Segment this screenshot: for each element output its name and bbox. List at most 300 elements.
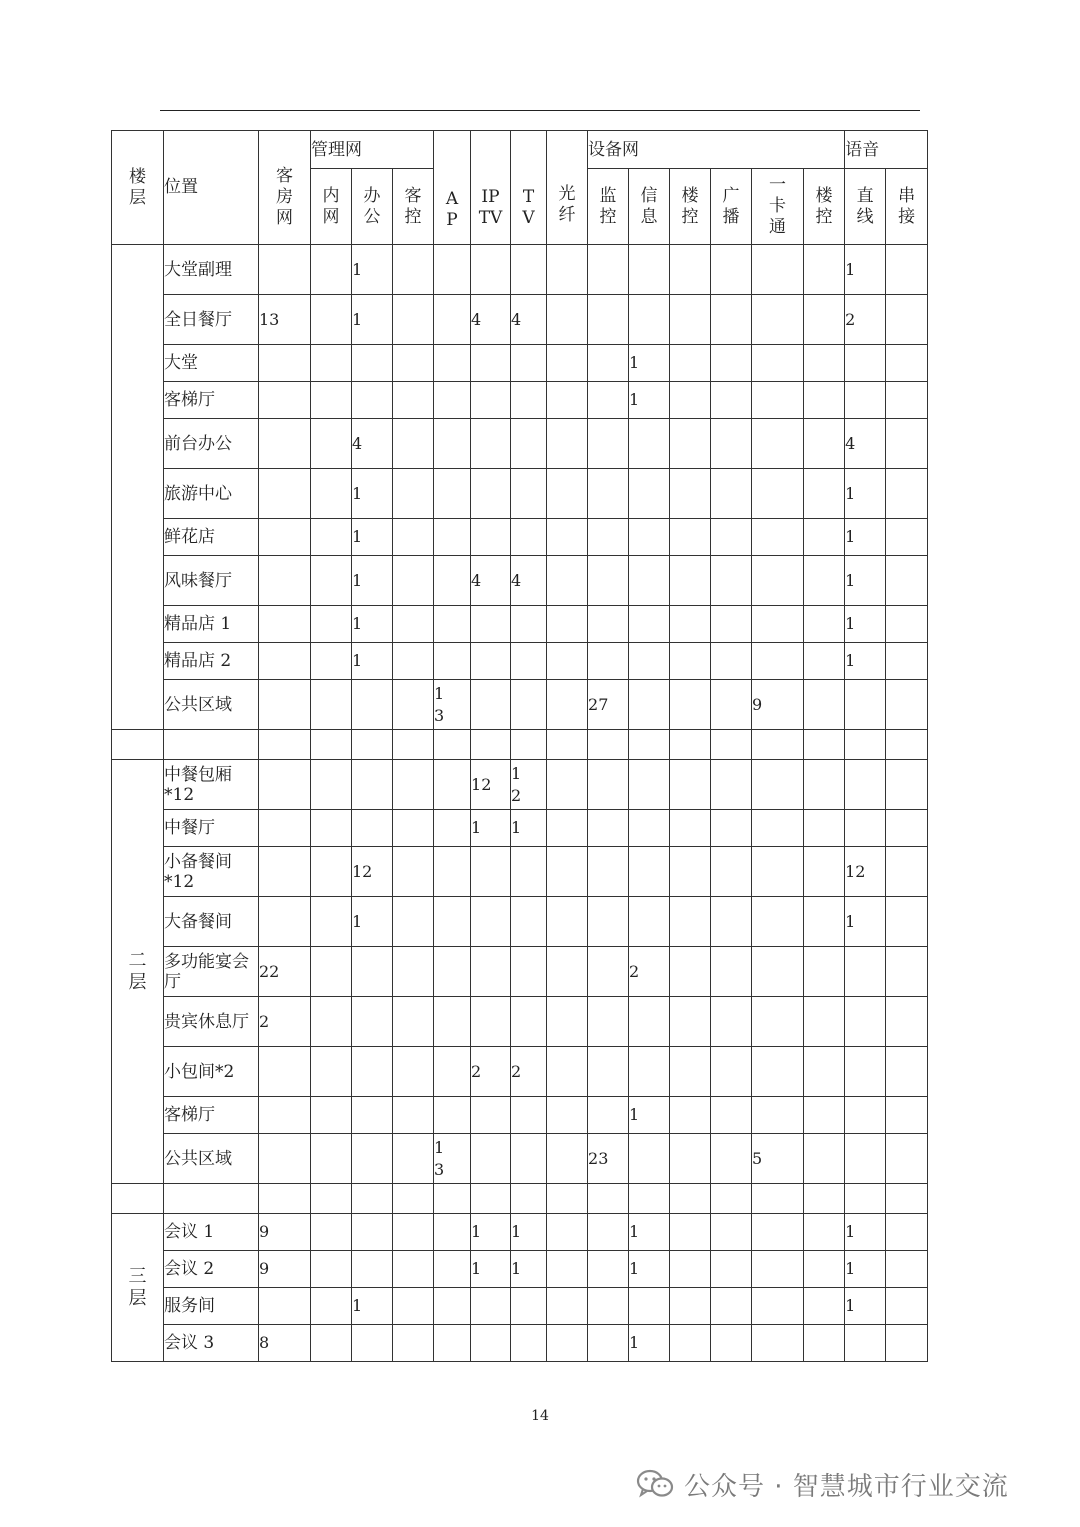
value-cell (259, 1097, 311, 1134)
value-cell: 4 (511, 556, 547, 606)
value-cell: 1 (629, 1214, 670, 1251)
spacer-cell (511, 730, 547, 760)
value-cell (393, 947, 434, 997)
value-cell (547, 419, 588, 469)
value-cell: 1 (352, 606, 393, 643)
spacer-cell (393, 730, 434, 760)
header-dev-bldg-ctrl: 楼控 (670, 169, 711, 245)
value-cell (804, 680, 845, 730)
value-cell (311, 1047, 352, 1097)
value-cell (711, 1214, 752, 1251)
value-cell (588, 1251, 629, 1288)
value-cell (804, 606, 845, 643)
value-cell (434, 643, 471, 680)
spacer-cell (711, 730, 752, 760)
value-cell (886, 997, 928, 1047)
spacer-cell (547, 730, 588, 760)
value-cell: 4 (471, 295, 511, 345)
value-cell (393, 556, 434, 606)
value-cell: 1 (352, 897, 393, 947)
header-voice-direct: 直线 (845, 169, 886, 245)
value-cell (311, 295, 352, 345)
value-cell: 1 (511, 810, 547, 847)
value-cell (352, 997, 393, 1047)
value-cell (804, 419, 845, 469)
value-cell: 9 (259, 1214, 311, 1251)
value-cell (547, 897, 588, 947)
value-cell (670, 760, 711, 810)
value-cell (886, 295, 928, 345)
value-cell (752, 606, 804, 643)
value-cell (804, 295, 845, 345)
location-cell: 大备餐间 (164, 897, 259, 947)
value-cell (511, 680, 547, 730)
header-ap: AP (434, 131, 471, 245)
value-cell (752, 419, 804, 469)
value-cell (547, 606, 588, 643)
value-cell (886, 1097, 928, 1134)
location-cell: 公共区域 (164, 680, 259, 730)
spacer-cell (588, 730, 629, 760)
value-cell (511, 947, 547, 997)
value-cell (588, 606, 629, 643)
value-cell (886, 1251, 928, 1288)
spacer-cell (164, 730, 259, 760)
value-cell: 1 (511, 1251, 547, 1288)
value-cell (711, 997, 752, 1047)
value-cell (547, 295, 588, 345)
header-mgmt-guest-ctrl: 客控 (393, 169, 434, 245)
spacer-cell (845, 1184, 886, 1214)
table-row (112, 810, 928, 847)
value-cell: 1 (845, 1288, 886, 1325)
value-cell (711, 1288, 752, 1325)
spacer-cell (670, 1184, 711, 1214)
value-cell (511, 997, 547, 1047)
network-points-table (111, 130, 928, 1362)
value-cell (259, 1047, 311, 1097)
header-rule (160, 110, 920, 111)
value-cell (471, 245, 511, 295)
spacer-cell (511, 1184, 547, 1214)
value-cell (393, 1134, 434, 1184)
value-cell (588, 519, 629, 556)
value-cell (588, 1047, 629, 1097)
table-row (112, 295, 928, 345)
value-cell (629, 1288, 670, 1325)
value-cell (471, 1288, 511, 1325)
value-cell (711, 897, 752, 947)
page-number: 14 (531, 1408, 549, 1424)
value-cell (588, 997, 629, 1047)
floor-label (112, 245, 164, 730)
value-cell (393, 519, 434, 556)
value-cell (471, 519, 511, 556)
location-cell: 中餐包厢*12 (164, 760, 259, 810)
value-cell (352, 1325, 393, 1362)
value-cell (471, 643, 511, 680)
table-row (112, 760, 928, 810)
value-cell (670, 519, 711, 556)
value-cell (711, 382, 752, 419)
value-cell (393, 1047, 434, 1097)
location-cell: 鲜花店 (164, 519, 259, 556)
value-cell: 4 (471, 556, 511, 606)
header-mgmt-net: 管理网 (311, 131, 434, 169)
value-cell (352, 1214, 393, 1251)
value-cell: 22 (259, 947, 311, 997)
table-row (112, 245, 928, 295)
header-device-net: 设备网 (588, 131, 845, 169)
value-cell (434, 760, 471, 810)
value-cell: 4 (511, 295, 547, 345)
value-cell (259, 897, 311, 947)
value-cell (259, 245, 311, 295)
location-cell: 风味餐厅 (164, 556, 259, 606)
value-cell (804, 245, 845, 295)
header-iptv: IPTV (471, 131, 511, 245)
location-cell: 客梯厅 (164, 382, 259, 419)
value-cell (752, 1325, 804, 1362)
value-cell (434, 519, 471, 556)
value-cell (845, 997, 886, 1047)
value-cell: 1 (845, 245, 886, 295)
value-cell (886, 556, 928, 606)
value-cell (311, 1325, 352, 1362)
value-cell (670, 1097, 711, 1134)
value-cell (804, 810, 845, 847)
value-cell (711, 1047, 752, 1097)
value-cell (352, 1097, 393, 1134)
value-cell: 2 (471, 1047, 511, 1097)
value-cell: 13 (434, 1134, 471, 1184)
value-cell: 12 (471, 760, 511, 810)
value-cell (752, 1097, 804, 1134)
value-cell (588, 382, 629, 419)
value-cell (311, 606, 352, 643)
value-cell (629, 556, 670, 606)
value-cell (752, 760, 804, 810)
header-dev-card: 一卡通 (752, 169, 804, 245)
value-cell (311, 519, 352, 556)
value-cell (434, 469, 471, 519)
value-cell (259, 643, 311, 680)
value-cell (886, 947, 928, 997)
value-cell (670, 606, 711, 643)
value-cell (752, 382, 804, 419)
value-cell: 1 (471, 1251, 511, 1288)
value-cell (471, 606, 511, 643)
location-cell: 公共区域 (164, 1134, 259, 1184)
table-row (112, 1288, 928, 1325)
value-cell (352, 760, 393, 810)
value-cell (393, 295, 434, 345)
value-cell (629, 519, 670, 556)
value-cell: 1 (845, 519, 886, 556)
table-row (112, 1251, 928, 1288)
spacer-cell (471, 1184, 511, 1214)
value-cell: 2 (629, 947, 670, 997)
spacer-cell (804, 730, 845, 760)
spacer-cell (259, 730, 311, 760)
value-cell (588, 1214, 629, 1251)
value-cell (711, 556, 752, 606)
value-cell (752, 1047, 804, 1097)
value-cell (752, 810, 804, 847)
value-cell (311, 847, 352, 897)
value-cell (711, 1325, 752, 1362)
location-cell: 大堂副理 (164, 245, 259, 295)
spacer-cell (752, 1184, 804, 1214)
location-cell: 大堂 (164, 345, 259, 382)
value-cell (547, 245, 588, 295)
value-cell (711, 345, 752, 382)
value-cell (471, 1134, 511, 1184)
value-cell (434, 947, 471, 997)
value-cell (393, 469, 434, 519)
value-cell (629, 847, 670, 897)
table-row (112, 519, 928, 556)
header-guest-net: 客房网 (259, 131, 311, 245)
location-cell: 贵宾休息厅 (164, 997, 259, 1047)
value-cell (670, 556, 711, 606)
value-cell (804, 760, 845, 810)
value-cell (311, 680, 352, 730)
value-cell (547, 847, 588, 897)
value-cell (886, 847, 928, 897)
value-cell (804, 643, 845, 680)
spacer-row (112, 730, 928, 760)
value-cell (547, 810, 588, 847)
value-cell (804, 345, 845, 382)
value-cell: 1 (629, 1097, 670, 1134)
value-cell (311, 897, 352, 947)
value-cell (711, 847, 752, 897)
location-cell: 多功能宴会厅 (164, 947, 259, 997)
spacer-cell (434, 1184, 471, 1214)
value-cell (434, 419, 471, 469)
value-cell (804, 1288, 845, 1325)
value-cell (629, 680, 670, 730)
value-cell (393, 760, 434, 810)
value-cell (886, 1134, 928, 1184)
value-cell (547, 519, 588, 556)
value-cell: 1 (845, 1214, 886, 1251)
value-cell (845, 680, 886, 730)
wechat-icon (636, 1468, 674, 1500)
value-cell (393, 1214, 434, 1251)
value-cell (629, 1134, 670, 1184)
value-cell (588, 1097, 629, 1134)
value-cell (711, 947, 752, 997)
value-cell (886, 1325, 928, 1362)
value-cell (434, 997, 471, 1047)
value-cell (845, 1047, 886, 1097)
value-cell (711, 1251, 752, 1288)
value-cell (711, 519, 752, 556)
value-cell (752, 469, 804, 519)
value-cell (434, 1097, 471, 1134)
header-mgmt-internal: 内网 (311, 169, 352, 245)
spacer-cell (547, 1184, 588, 1214)
value-cell (352, 1251, 393, 1288)
value-cell (434, 245, 471, 295)
value-cell (311, 1288, 352, 1325)
value-cell (629, 469, 670, 519)
value-cell: 12 (511, 760, 547, 810)
value-cell (752, 997, 804, 1047)
value-cell (547, 1325, 588, 1362)
value-cell (311, 810, 352, 847)
value-cell (471, 1097, 511, 1134)
watermark (636, 1464, 1056, 1504)
value-cell (752, 295, 804, 345)
value-cell (886, 897, 928, 947)
spacer-cell (471, 730, 511, 760)
header-fiber: 光纤 (547, 131, 588, 245)
value-cell (259, 760, 311, 810)
value-cell (711, 606, 752, 643)
value-cell (886, 760, 928, 810)
value-cell (629, 760, 670, 810)
value-cell (511, 1134, 547, 1184)
header-voice-extension: 串接 (886, 169, 928, 245)
value-cell (259, 419, 311, 469)
value-cell (352, 947, 393, 997)
value-cell (845, 810, 886, 847)
value-cell (804, 897, 845, 947)
value-cell (670, 1251, 711, 1288)
value-cell (547, 760, 588, 810)
value-cell (434, 810, 471, 847)
value-cell (393, 847, 434, 897)
value-cell (471, 847, 511, 897)
value-cell (588, 847, 629, 897)
value-cell: 13 (259, 295, 311, 345)
value-cell (845, 382, 886, 419)
value-cell (511, 897, 547, 947)
value-cell (471, 382, 511, 419)
value-cell: 9 (752, 680, 804, 730)
value-cell (804, 1214, 845, 1251)
value-cell (352, 1047, 393, 1097)
value-cell (629, 295, 670, 345)
value-cell (670, 997, 711, 1047)
value-cell (670, 847, 711, 897)
value-cell (393, 1325, 434, 1362)
value-cell (886, 419, 928, 469)
value-cell (259, 469, 311, 519)
value-cell (511, 345, 547, 382)
value-cell: 4 (845, 419, 886, 469)
value-cell (259, 1288, 311, 1325)
value-cell (588, 295, 629, 345)
value-cell (311, 1097, 352, 1134)
table-row (112, 1097, 928, 1134)
value-cell (670, 897, 711, 947)
table-row (112, 897, 928, 947)
value-cell (752, 519, 804, 556)
location-cell: 全日餐厅 (164, 295, 259, 345)
spacer-cell (711, 1184, 752, 1214)
value-cell (752, 1251, 804, 1288)
value-cell (670, 1134, 711, 1184)
spacer-cell (164, 1184, 259, 1214)
value-cell (804, 382, 845, 419)
value-cell (434, 345, 471, 382)
value-cell (434, 847, 471, 897)
value-cell (886, 245, 928, 295)
value-cell (886, 1214, 928, 1251)
header-floor: 楼层 (112, 131, 164, 245)
location-cell: 精品店 2 (164, 643, 259, 680)
value-cell (393, 245, 434, 295)
value-cell: 2 (259, 997, 311, 1047)
value-cell (670, 382, 711, 419)
value-cell (393, 997, 434, 1047)
value-cell (259, 519, 311, 556)
location-cell: 小包间*2 (164, 1047, 259, 1097)
value-cell (547, 1288, 588, 1325)
value-cell (311, 643, 352, 680)
value-cell (311, 345, 352, 382)
value-cell: 27 (588, 680, 629, 730)
spacer-cell (588, 1184, 629, 1214)
value-cell (670, 680, 711, 730)
value-cell (588, 643, 629, 680)
value-cell (471, 947, 511, 997)
value-cell (588, 245, 629, 295)
value-cell (752, 847, 804, 897)
value-cell (311, 1251, 352, 1288)
value-cell (588, 469, 629, 519)
table-row (112, 1214, 928, 1251)
value-cell: 1 (845, 1251, 886, 1288)
value-cell (804, 469, 845, 519)
value-cell (393, 345, 434, 382)
table-row (112, 556, 928, 606)
value-cell (711, 419, 752, 469)
value-cell (511, 382, 547, 419)
value-cell (547, 1214, 588, 1251)
spacer-cell (629, 730, 670, 760)
value-cell: 12 (845, 847, 886, 897)
value-cell (511, 1097, 547, 1134)
value-cell (845, 1097, 886, 1134)
value-cell (752, 947, 804, 997)
value-cell (259, 1134, 311, 1184)
value-cell: 1 (629, 382, 670, 419)
location-cell: 旅游中心 (164, 469, 259, 519)
value-cell (670, 1288, 711, 1325)
table-row (112, 469, 928, 519)
value-cell (886, 469, 928, 519)
value-cell (311, 469, 352, 519)
table-row (112, 606, 928, 643)
value-cell: 5 (752, 1134, 804, 1184)
value-cell (547, 345, 588, 382)
header-voice: 语音 (845, 131, 928, 169)
value-cell (434, 1047, 471, 1097)
value-cell (511, 1325, 547, 1362)
spacer-cell (752, 730, 804, 760)
value-cell (804, 556, 845, 606)
value-cell (629, 997, 670, 1047)
value-cell (311, 947, 352, 997)
value-cell (393, 1288, 434, 1325)
table-row (112, 947, 928, 997)
value-cell: 1 (511, 1214, 547, 1251)
